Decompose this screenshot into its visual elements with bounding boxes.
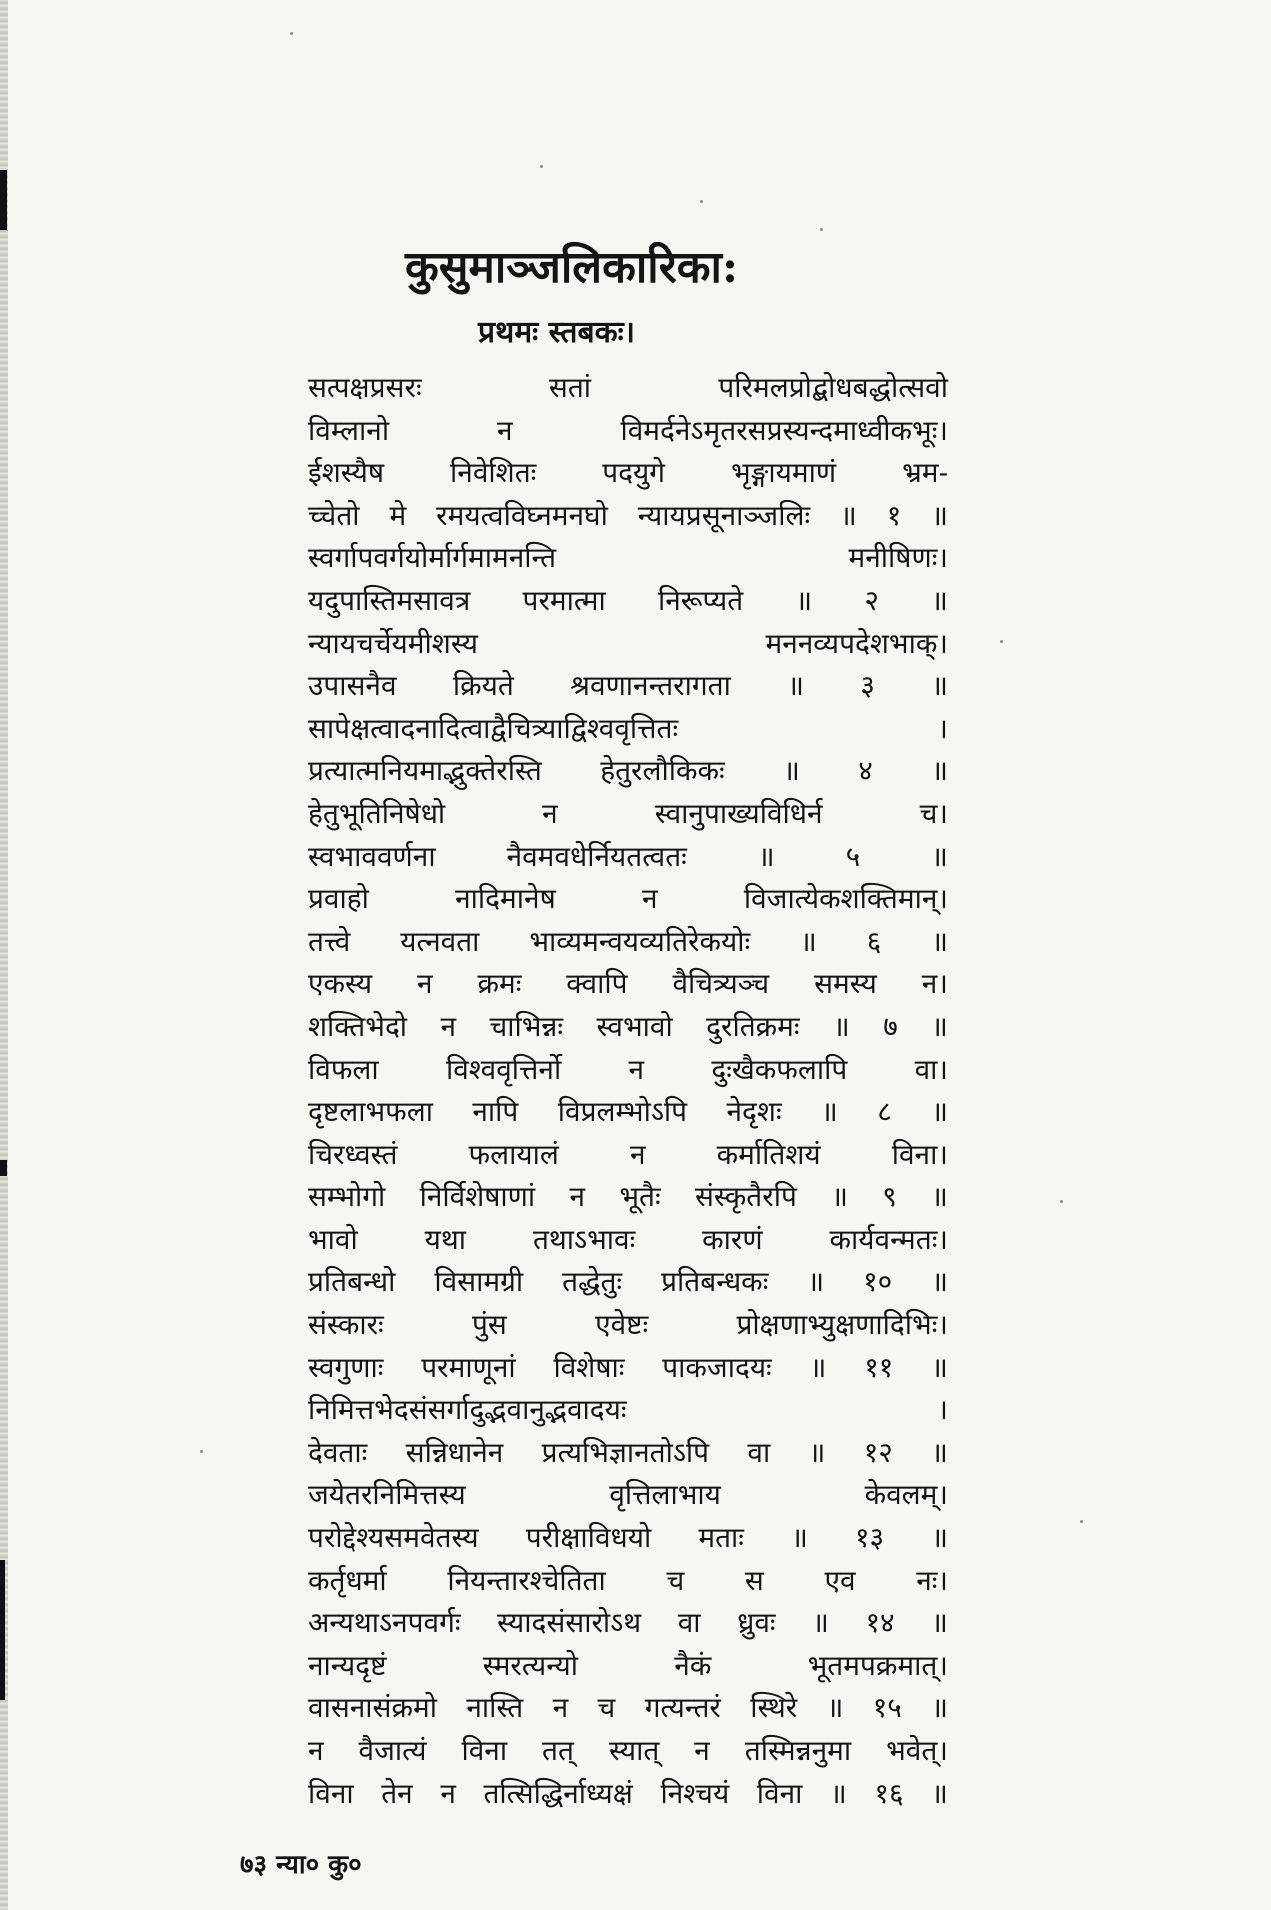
verse-line [308,922,948,965]
verse-word: विना [461,1734,508,1767]
verse-word: मनीषिणः। [848,541,948,575]
verse-line [308,1348,948,1391]
spine-mark [0,1560,5,1700]
verse-word: विसामग्री [434,1265,524,1299]
verse-word: नः। [916,1563,948,1597]
verse-word: ॥ [931,839,948,873]
verse-line [308,1050,948,1093]
verse-word: हेतुभूतिनिषेधो [308,796,446,830]
verse-line [308,666,948,709]
verse-word: ॥ [757,839,775,873]
verse-word: उपासनैव [308,669,397,703]
verse-line [308,496,948,539]
verse-word: क्रियते [452,669,514,703]
verse-word: ४ [858,754,873,788]
verse-word: च्चेतो [308,498,360,532]
verse-word: नेदृशः [726,1095,782,1129]
verse-word: शक्तिभेदो [308,1009,408,1043]
verse-word: वा [747,1435,771,1469]
spine-mark [0,170,7,230]
verse-word: ॥ [791,1521,808,1555]
verse-word: दृष्टलाभफला [308,1095,433,1129]
verse-word: कर्तृधर्मा [308,1563,387,1597]
ink-speck [1060,1200,1063,1203]
verse-word: न। [921,967,948,1001]
verse-word: प्रत्यात्मनियमाद्भुक्तेरस्ति [308,754,542,788]
verse-word: श्रवणानन्तरागता [570,669,731,703]
verse-word: परीक्षाविधयो [525,1521,652,1555]
verse-word: ॥ [821,1095,838,1129]
verse-line [308,1646,948,1689]
verse-word: न [440,1009,457,1043]
verse-word: क्रमः [477,967,522,1001]
verse-word: ॥ [809,1350,827,1384]
verse-word: स्थिरे [750,1691,798,1725]
verse-word: नैवमवधेर्नियतत्वतः [506,839,687,873]
verse-word: न [629,1137,646,1171]
verse-word: एकस्य [308,967,373,1001]
verse-word: केवलम्। [864,1478,948,1512]
verse-word: ५ [845,839,861,873]
verse-word: तत् [542,1734,574,1767]
verse-block [308,368,948,1816]
verse-word: सन्निधानेन [405,1435,504,1469]
verse-word: विना [308,1776,354,1810]
verse-word: विशेषाः [553,1350,625,1384]
verse-word: निरूप्यते [657,583,744,617]
verse-line [308,1518,948,1561]
verse-word: ॥ [931,1009,948,1043]
verse-word: निर्विशेषाणां [419,1180,536,1214]
verse-word: ॥ [931,754,948,788]
verse-word: एवेष्टः [595,1308,649,1342]
verse-word: न [642,882,658,916]
verse-word: भावो [308,1222,358,1256]
verse-line [308,368,948,411]
verse-word: दुरतिक्रमः [706,1009,800,1043]
verse-word: ॥ [795,583,813,617]
verse-word: न्यायचर्चेयमीशस्य [308,626,478,660]
verse-word: नियन्तारश्चेतिता [447,1563,606,1597]
verse-line [308,1603,948,1646]
verse-line [308,1135,948,1178]
verse-word: हेतुरलौकिकः [600,754,725,788]
verse-word: गत्यन्तरं [644,1691,721,1725]
verse-word: कारणं [702,1222,763,1256]
verse-word: ॥ [832,1009,850,1043]
verse-word: सतां [548,371,592,404]
verse-word: विश्ववृत्तिर्नो [445,1052,562,1086]
verse-word: १६ [874,1776,904,1810]
verse-line [308,1007,948,1050]
verse-word: परमाणूनां [421,1350,516,1384]
verse-word: पुंस [471,1308,507,1342]
verse-word: परिमलप्रोद्बोधबद्धोत्सवो [718,371,948,404]
verse-word: न [569,1180,586,1214]
verse-line [308,964,948,1007]
verse-word: वृत्तिलाभाय [609,1478,721,1512]
verse-word: ६ [866,924,882,958]
verse-word: वैचित्र्यञ्च [672,967,770,1001]
verse-word: ईशस्यैष [308,456,385,490]
ink-speck [540,165,543,168]
verse-word: भूतमपक्रमात्। [807,1648,948,1682]
ink-speck [700,200,703,203]
verse-word: । [937,1393,948,1427]
spine-mark [0,1160,7,1176]
verse-word: ॥ [931,1776,948,1810]
verse-word: प्रतिबन्धो [308,1265,396,1299]
verse-line [308,1305,948,1348]
verse-line [308,1731,948,1774]
verse-word: १० [863,1265,893,1299]
verse-line [308,581,948,624]
verse-word: ॥ [807,1265,825,1299]
verse-word: कार्यवन्मतः। [829,1222,948,1256]
verse-word: न [552,1691,569,1725]
verse-word: देवताः [308,1435,368,1469]
verse-word: ॥ [931,1435,948,1469]
verse-line [308,1774,948,1817]
verse-word: संस्कारः [308,1308,384,1342]
page-title: कुसुमाञ्जलिकारिका: [405,242,739,293]
verse-word: तद्धेतुः [562,1265,623,1299]
chapter-heading: प्रथमः स्तबकः। [478,315,636,350]
verse-word: न [417,967,433,1001]
ink-speck [1080,1520,1083,1523]
verse-word: न [308,1734,324,1767]
verse-word: न [440,1776,456,1810]
verse-word: भ्रम- [902,456,948,490]
verse-word: ॥ [800,924,817,958]
verse-word: १५ [872,1691,902,1725]
verse-word: भृङ्गायमाणं [730,456,837,490]
verse-line [308,837,948,880]
verse-word: ३ [860,669,875,703]
verse-word: वा [677,1606,701,1640]
verse-word: स्यादसंसारोऽथ [497,1606,642,1640]
verse-word: ॥ [787,669,804,703]
verse-word: न [497,413,513,447]
verse-word: स्वानुपाख्यविधिर्न [654,796,823,830]
verse-word: सत्पक्षप्रसरः [308,371,422,404]
verse-line [308,624,948,667]
verse-word: चिरध्वस्तं [308,1137,398,1171]
verse-word: नादिमानेष [455,882,556,916]
verse-word: ७ [883,1009,898,1043]
verse-line [308,1262,948,1305]
verse-word: कर्मातिशयं [716,1137,821,1171]
verse-word: वा। [914,1052,948,1086]
verse-word: नान्यदृष्टं [308,1648,387,1682]
verse-word: प्रवाहो [308,882,369,916]
verse-word: ॥ [826,1691,844,1725]
verse-word: भूतैः [619,1180,661,1214]
verse-line [308,794,948,837]
verse-line [308,1433,948,1476]
verse-word: ॥ [783,754,800,788]
verse-word: पदयुगे [602,456,666,490]
verse-line [308,879,948,922]
verse-word: ॥ [840,498,857,532]
verse-line [308,1390,948,1433]
verse-word: दुःखैकफलापि [711,1052,848,1086]
verse-word: ॥ [931,1265,948,1299]
verse-word: निमित्तभेदसंसर्गादुद्भवानुद्भवादयः [308,1393,627,1427]
verse-word: ॥ [931,583,948,617]
verse-word: मननव्यपदेशभाक्। [765,626,948,660]
verse-word: वैजात्यं [358,1734,427,1767]
verse-word: नास्ति [466,1691,524,1725]
verse-word: १२ [863,1435,893,1469]
verse-word: ॥ [831,1180,848,1214]
verse-word: न्यायप्रसूनाञ्जलिः [637,498,811,532]
verse-word: विम्लानो [308,413,390,447]
ink-speck [200,1450,203,1453]
verse-word: सापेक्षत्वादनादित्वाद्वैचित्र्याद्विश्ववृत्तितः [308,711,679,745]
verse-word: विना। [891,1137,948,1171]
verse-word: १३ [854,1521,885,1555]
verse-word: परोद्देश्यसमवेतस्य [308,1521,479,1555]
verse-word: ॥ [931,1095,948,1129]
verse-line [308,709,948,752]
verse-word: नापि [472,1095,519,1129]
verse-line [308,538,948,581]
verse-word: स्वभाववर्णना [308,839,436,873]
verse-line [308,411,948,454]
verse-word: नैकं [674,1648,712,1682]
ink-speck [290,32,293,35]
verse-word: ध्रुवः [737,1606,776,1640]
verse-word: विना [756,1776,803,1810]
verse-word: १४ [865,1606,895,1640]
verse-line [308,1688,948,1731]
verse-word: भाव्यमन्वयव्यतिरेकयोः [529,924,751,958]
verse-word: स्वभावो [596,1009,673,1043]
verse-word: ॥ [812,1606,829,1640]
verse-line [308,1177,948,1220]
verse-word: ॥ [931,924,948,958]
verse-word: २ [864,583,879,617]
verse-word: मे [389,498,407,532]
signature-mark: ७३ न्या० कु० [240,1850,362,1880]
verse-line [308,751,948,794]
verse-word: विप्रलम्भोऽपि [557,1095,688,1129]
verse-word: ८ [877,1095,892,1129]
verse-word: यदुपास्तिमसावत्र [308,583,471,617]
verse-word: यथा [424,1222,467,1256]
verse-word: स्वर्गापवर्गयोर्मार्गमामनन्ति [308,541,557,575]
verse-word: तस्मिन्ननुमा [744,1734,852,1767]
verse-word: प्रतिबन्धकः [661,1265,769,1299]
verse-word: च [597,1691,616,1725]
verse-word: तथाऽभावः [532,1222,636,1256]
verse-word: भवेत्। [886,1734,948,1767]
verse-word: वासनासंक्रमो [308,1691,437,1725]
verse-word: सम्भोगो [308,1180,386,1214]
ink-speck [1000,640,1003,643]
verse-word: स्मरत्यन्यो [482,1648,578,1682]
verse-word: न [542,796,558,830]
verse-word: ॥ [931,669,948,703]
ink-speck [820,228,823,231]
verse-line [308,1220,948,1263]
verse-word: तेन [381,1776,413,1810]
verse-word: स्यात् [608,1734,660,1767]
verse-word: तत्त्वे [308,924,351,958]
verse-word: एव [824,1563,856,1597]
verse-word: ॥ [931,1521,948,1555]
verse-word: स [744,1563,764,1597]
verse-word: विमर्दनेऽमृतरसप्रस्यन्दमाध्वीकभूः। [620,413,948,447]
verse-word: फलायालं [468,1137,559,1171]
verse-word: ९ [882,1180,897,1214]
verse-word: विजात्येकशक्तिमान्। [743,882,948,916]
verse-word: पाकजादयः [662,1350,772,1384]
verse-word: यत्नवता [400,924,480,958]
verse-word: न [694,1734,710,1767]
verse-word: ॥ [931,1180,948,1214]
verse-word: विफला [308,1052,379,1086]
verse-word: १ [886,498,902,532]
verse-word: निवेशितः [450,456,537,490]
verse-word: ॥ [931,1606,948,1640]
verse-word: संस्कृतैरपि [694,1180,797,1214]
verse-word: निश्चयं [660,1776,730,1810]
verse-word: ॥ [931,1691,948,1725]
verse-word: प्रत्यभिज्ञानतोऽपि [541,1435,710,1469]
verse-line [308,1092,948,1135]
verse-word: स्वगुणाः [308,1350,384,1384]
verse-word: तत्सिद्धिर्नाध्यक्षं [483,1776,633,1810]
verse-word: क्वापि [566,967,628,1001]
verse-word: च [666,1563,685,1597]
verse-word: ॥ [808,1435,826,1469]
verse-word: रमयत्वविघ्नमनघो [436,498,608,532]
verse-line [308,1561,948,1604]
verse-line [308,453,948,496]
verse-word: समस्य [814,967,877,1001]
verse-word: । [937,711,948,745]
verse-word: ॥ [931,498,948,532]
verse-word: मताः [698,1521,744,1555]
verse-word: प्रोक्षणाभ्युक्षणादिभिः। [736,1308,948,1342]
verse-word: च। [919,796,948,830]
verse-word: चाभिन्नः [489,1009,564,1043]
verse-word: अन्यथाऽनपवर्गः [308,1606,461,1640]
verse-word: ॥ [931,1350,948,1384]
verse-word: ११ [864,1350,894,1384]
verse-word: ॥ [830,1776,847,1810]
verse-word: न [628,1052,645,1086]
verse-word: जयेतरनिमित्तस्य [308,1478,466,1512]
verse-line [308,1475,948,1518]
verse-word: परमात्मा [522,583,606,617]
